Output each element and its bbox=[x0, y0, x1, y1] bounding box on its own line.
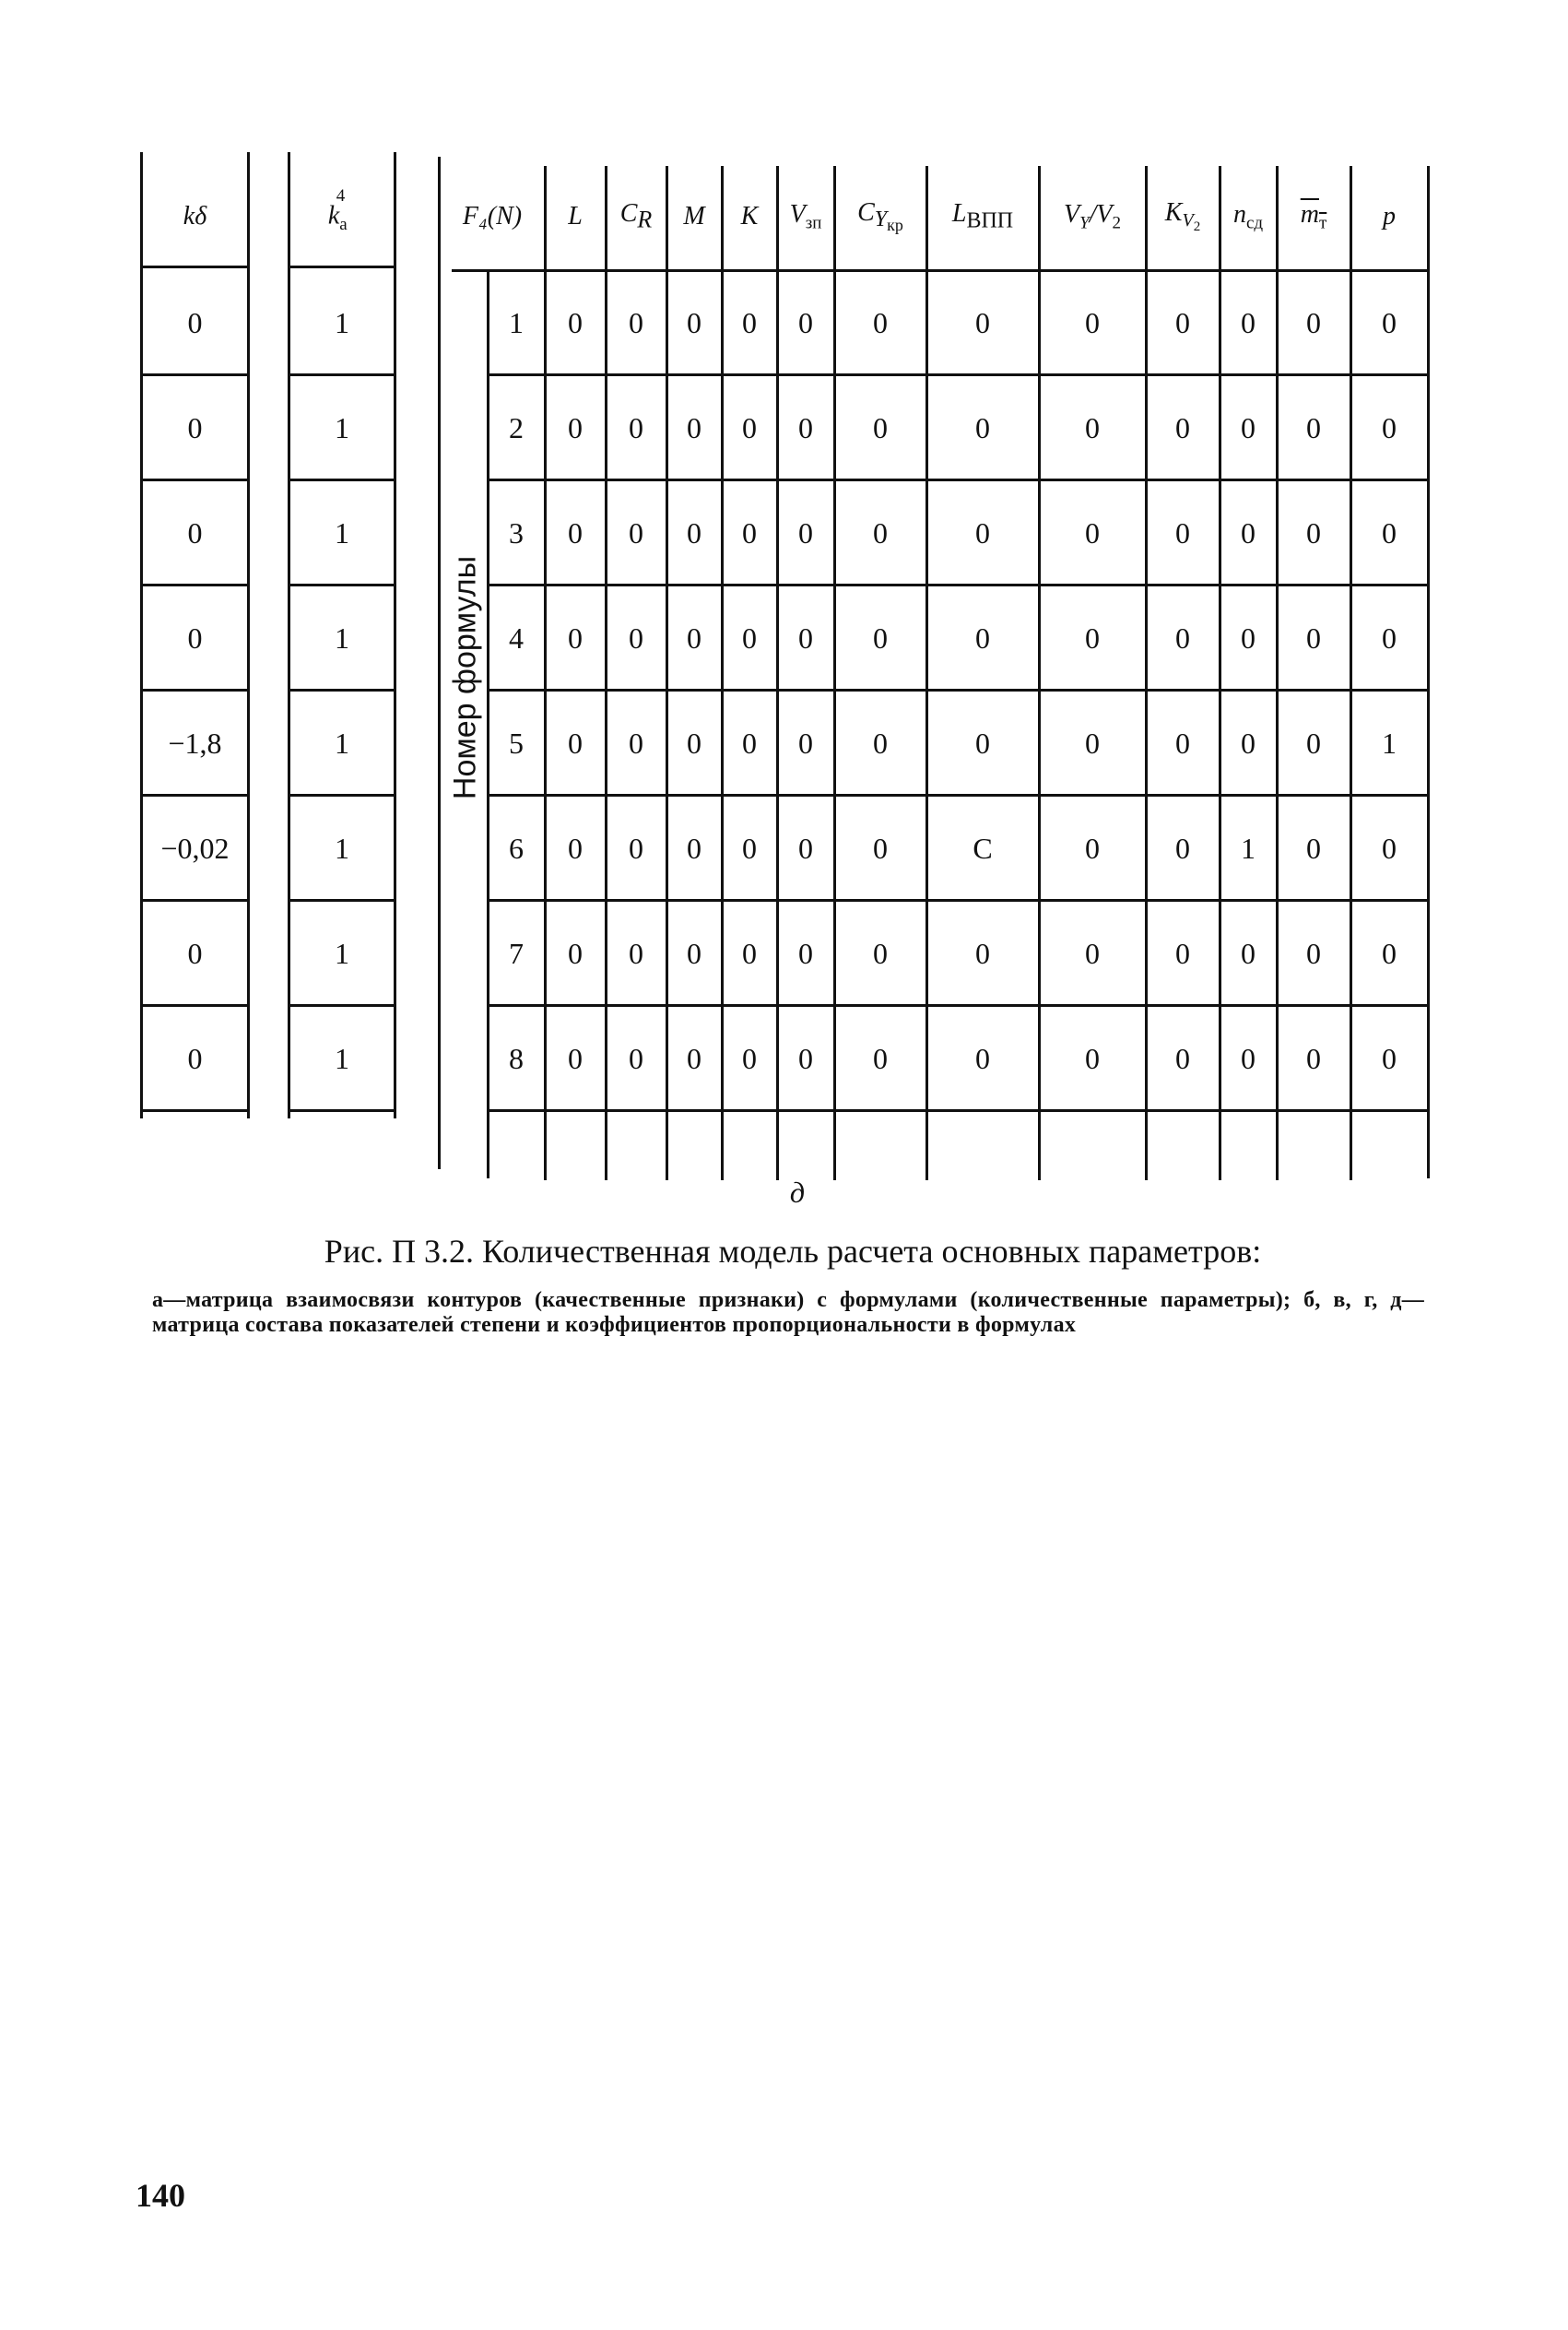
table-d-cell: 0 bbox=[1085, 621, 1100, 655]
k-delta-cell: 0 bbox=[187, 410, 203, 444]
table-d-cell: 0 bbox=[1241, 410, 1256, 444]
table-d-cell: 0 bbox=[975, 515, 990, 550]
table-d-cell: 0 bbox=[629, 936, 643, 970]
table-d-cell: 0 bbox=[1085, 831, 1100, 865]
table-d-cell: 0 bbox=[629, 831, 643, 865]
k-delta-row-rule bbox=[140, 689, 250, 692]
table-d-cell: 0 bbox=[1085, 1041, 1100, 1075]
k-delta-row-rule bbox=[140, 794, 250, 797]
table-d-cell: 0 bbox=[798, 1041, 813, 1075]
table-d-cell: 0 bbox=[568, 515, 583, 550]
k-a4-row-rule bbox=[288, 899, 396, 902]
k-a4-cell: 1 bbox=[335, 831, 349, 865]
header-M: M bbox=[683, 202, 705, 231]
table-d-cell: 0 bbox=[1382, 621, 1397, 655]
table-d-cell: 0 bbox=[1241, 621, 1256, 655]
table-d-cell: 0 bbox=[687, 515, 701, 550]
table-d-cell: 0 bbox=[1382, 305, 1397, 339]
table-d-cell: 0 bbox=[629, 621, 643, 655]
table-d-cell: 0 bbox=[629, 515, 643, 550]
formula-number-cell: 7 bbox=[509, 936, 524, 970]
k-a4-row-rule bbox=[288, 689, 396, 692]
table-d-row-rule bbox=[489, 899, 1427, 902]
k-delta-row-rule bbox=[140, 584, 250, 586]
table-d-cell: 0 bbox=[687, 1041, 701, 1075]
table-d-cell: 0 bbox=[687, 621, 701, 655]
table-d-cell: 0 bbox=[742, 621, 757, 655]
table-d-cell: 0 bbox=[1306, 515, 1321, 550]
table-d-cell: 0 bbox=[568, 831, 583, 865]
table-d-cell: 0 bbox=[1241, 305, 1256, 339]
table-d-cell: 0 bbox=[629, 410, 643, 444]
table-d-cell: 0 bbox=[873, 515, 888, 550]
table-d-cell: 0 bbox=[873, 936, 888, 970]
k-a4-row-rule bbox=[288, 584, 396, 586]
table-d-cell: 0 bbox=[975, 305, 990, 339]
header-K: K bbox=[740, 202, 759, 231]
table-d-cell: 0 bbox=[629, 1041, 643, 1075]
table-d-cell: 0 bbox=[873, 621, 888, 655]
table-d-cell: 0 bbox=[1175, 831, 1190, 865]
table-d-cell: 0 bbox=[1382, 831, 1397, 865]
table-d-cell: 0 bbox=[798, 936, 813, 970]
caption-title: Рис. П 3.2. Количественная модель расчета основных параметров: bbox=[324, 1233, 1262, 1270]
table-d-cell: 0 bbox=[1306, 726, 1321, 760]
table-d-cell: 0 bbox=[687, 305, 701, 339]
table-d-cell: 0 bbox=[1085, 515, 1100, 550]
table-d-cell: 0 bbox=[1306, 305, 1321, 339]
table-d-cell: 0 bbox=[742, 515, 757, 550]
table-d-cell: 0 bbox=[975, 621, 990, 655]
caption-body: а—матрица взаимосвязи контуров (качественные признаки) с формулами (количественные параметры); б, в, г, д—матрица состава показателей степени и коэффициентов пропорциональности в формулах bbox=[152, 1288, 1424, 1337]
table-d-cell: 0 bbox=[1085, 305, 1100, 339]
header-C-R: $C_R$ bbox=[619, 199, 653, 233]
table-d-cell: 0 bbox=[798, 515, 813, 550]
table-d-cell: 0 bbox=[1241, 726, 1256, 760]
sublabel-d: д bbox=[789, 1176, 806, 1209]
table-d-cell: 0 bbox=[568, 410, 583, 444]
k-a4-cell: 1 bbox=[335, 515, 349, 550]
k-a4-row-rule bbox=[288, 1004, 396, 1007]
formula-number-cell: 1 bbox=[509, 305, 524, 339]
table-d-row-rule bbox=[489, 794, 1427, 797]
k-delta-cell: 0 bbox=[187, 1041, 203, 1075]
header-k-a4: $k_a^4$ bbox=[327, 185, 348, 234]
header-k-delta: kδ bbox=[183, 202, 207, 231]
header-Vy-V2: $V_Y/V_2$ bbox=[1063, 199, 1122, 233]
table-d-cell: 0 bbox=[873, 410, 888, 444]
header-K-V2: $K_{V_2}$ bbox=[1164, 197, 1201, 235]
k-a4-row-rule bbox=[288, 479, 396, 481]
table-d-cell: 0 bbox=[1382, 1041, 1397, 1075]
table-d-cell: 1 bbox=[1382, 726, 1397, 760]
table-d-cell: 0 bbox=[687, 410, 701, 444]
table-d-row-rule bbox=[489, 1004, 1427, 1007]
table-d-cell: 0 bbox=[1382, 410, 1397, 444]
k-a4-cell: 1 bbox=[335, 621, 349, 655]
table-d-cell: 0 bbox=[742, 726, 757, 760]
k-delta-row-rule bbox=[140, 479, 250, 481]
k-a4-cell: 1 bbox=[335, 305, 349, 339]
table-d-cell: 0 bbox=[742, 305, 757, 339]
page-number: 140 bbox=[136, 2177, 185, 2214]
row-axis-label: Номер формулы bbox=[447, 555, 483, 800]
table-d-cell: 0 bbox=[1175, 726, 1190, 760]
k-delta-cell: −1,8 bbox=[168, 726, 222, 760]
header-p: p bbox=[1383, 202, 1396, 231]
table-d-cell: 0 bbox=[1241, 1041, 1256, 1075]
k-a4-cell: 1 bbox=[335, 936, 349, 970]
header-L: L bbox=[568, 202, 583, 231]
table-d-cell: 0 bbox=[687, 726, 701, 760]
formula-number-cell: 6 bbox=[509, 831, 524, 865]
table-d-cell: 0 bbox=[1382, 515, 1397, 550]
table-d-cell: 0 bbox=[742, 1041, 757, 1075]
table-d-cell: 0 bbox=[975, 410, 990, 444]
table-d-cell: 0 bbox=[568, 936, 583, 970]
table-d-cell: 0 bbox=[1085, 726, 1100, 760]
table-d-cell: 0 bbox=[742, 410, 757, 444]
formula-number-cell: 5 bbox=[509, 726, 524, 760]
header-F: F₄(N) bbox=[462, 202, 523, 231]
table-d-cell: 0 bbox=[629, 305, 643, 339]
table-d-cell: 0 bbox=[873, 1041, 888, 1075]
table-d-cell: 0 bbox=[568, 305, 583, 339]
table-d-cell: 0 bbox=[798, 831, 813, 865]
table-d-cell: 0 bbox=[798, 410, 813, 444]
table-d-cell: 0 bbox=[1085, 936, 1100, 970]
header-C-Ykr: $C_{Y_{кр}}$ bbox=[857, 197, 903, 235]
table-d-cell: 0 bbox=[1085, 410, 1100, 444]
table-d-cell: 0 bbox=[1175, 1041, 1190, 1075]
k-delta-cell: 0 bbox=[187, 621, 203, 655]
k-delta-row-rule bbox=[140, 899, 250, 902]
k-delta-cell: 0 bbox=[187, 936, 203, 970]
table-d-cell: 0 bbox=[742, 936, 757, 970]
table-d-cell: 0 bbox=[687, 936, 701, 970]
table-d-cell: 0 bbox=[629, 726, 643, 760]
k-delta-row-rule bbox=[140, 1004, 250, 1007]
formula-number-cell: 8 bbox=[509, 1041, 524, 1075]
table-d-cell: 0 bbox=[1175, 410, 1190, 444]
header-m-t: $m_т$ bbox=[1300, 199, 1327, 233]
table-d-cell: 0 bbox=[975, 726, 990, 760]
table-d-cell: 0 bbox=[1382, 936, 1397, 970]
k-delta-row-rule bbox=[140, 373, 250, 376]
table-d-cell: 0 bbox=[742, 831, 757, 865]
table-d-row-rule bbox=[489, 373, 1427, 376]
table-d-cell: 0 bbox=[1306, 831, 1321, 865]
table-d-cell: 1 bbox=[1241, 831, 1256, 865]
table-d-row-rule bbox=[489, 1109, 1427, 1112]
table-d-cell: 0 bbox=[975, 936, 990, 970]
table-d-cell: 0 bbox=[568, 1041, 583, 1075]
table-d-cell: 0 bbox=[798, 305, 813, 339]
table-d-cell: 0 bbox=[1306, 1041, 1321, 1075]
header-n-sd: $n_{сд}$ bbox=[1232, 199, 1264, 233]
k-a4-cell: 1 bbox=[335, 726, 349, 760]
k-delta-row-rule bbox=[140, 1109, 250, 1112]
table-d-cell: 0 bbox=[873, 305, 888, 339]
k-a4-row-rule bbox=[288, 1109, 396, 1112]
table-d-row-rule bbox=[489, 689, 1427, 692]
table-d-row-rule bbox=[489, 584, 1427, 586]
table-d-cell: 0 bbox=[1175, 305, 1190, 339]
table-d-cell: 0 bbox=[1241, 515, 1256, 550]
formula-number-cell: 4 bbox=[509, 621, 524, 655]
table-d-cell: C bbox=[973, 831, 993, 865]
table-d-cell: 0 bbox=[687, 831, 701, 865]
table-d-row-rule bbox=[489, 479, 1427, 481]
table-d-cell: 0 bbox=[1175, 621, 1190, 655]
table-d-cell: 0 bbox=[873, 831, 888, 865]
table-d-cell: 0 bbox=[798, 726, 813, 760]
table-d-cell: 0 bbox=[1175, 515, 1190, 550]
table-d-cell: 0 bbox=[1306, 410, 1321, 444]
table-d-cell: 0 bbox=[1306, 936, 1321, 970]
k-a4-row-rule bbox=[288, 794, 396, 797]
table-d-cell: 0 bbox=[975, 1041, 990, 1075]
table-d-cell: 0 bbox=[568, 621, 583, 655]
header-L-vpp: $L_{ВПП}$ bbox=[951, 199, 1014, 233]
k-delta-cell: 0 bbox=[187, 305, 203, 339]
table-d-cell: 0 bbox=[1241, 936, 1256, 970]
table-d-cell: 0 bbox=[798, 621, 813, 655]
k-a4-cell: 1 bbox=[335, 1041, 349, 1075]
k-a4-cell: 1 bbox=[335, 410, 349, 444]
table-d-cell: 0 bbox=[568, 726, 583, 760]
header-V-zp: $V_{зп}$ bbox=[789, 199, 822, 233]
formula-number-cell: 3 bbox=[509, 515, 524, 550]
k-delta-cell: −0,02 bbox=[160, 831, 230, 865]
table-d-cell: 0 bbox=[1175, 936, 1190, 970]
formula-number-cell: 2 bbox=[509, 410, 524, 444]
k-delta-cell: 0 bbox=[187, 515, 203, 550]
table-d-cell: 0 bbox=[873, 726, 888, 760]
k-a4-row-rule bbox=[288, 373, 396, 376]
table-d-cell: 0 bbox=[1306, 621, 1321, 655]
